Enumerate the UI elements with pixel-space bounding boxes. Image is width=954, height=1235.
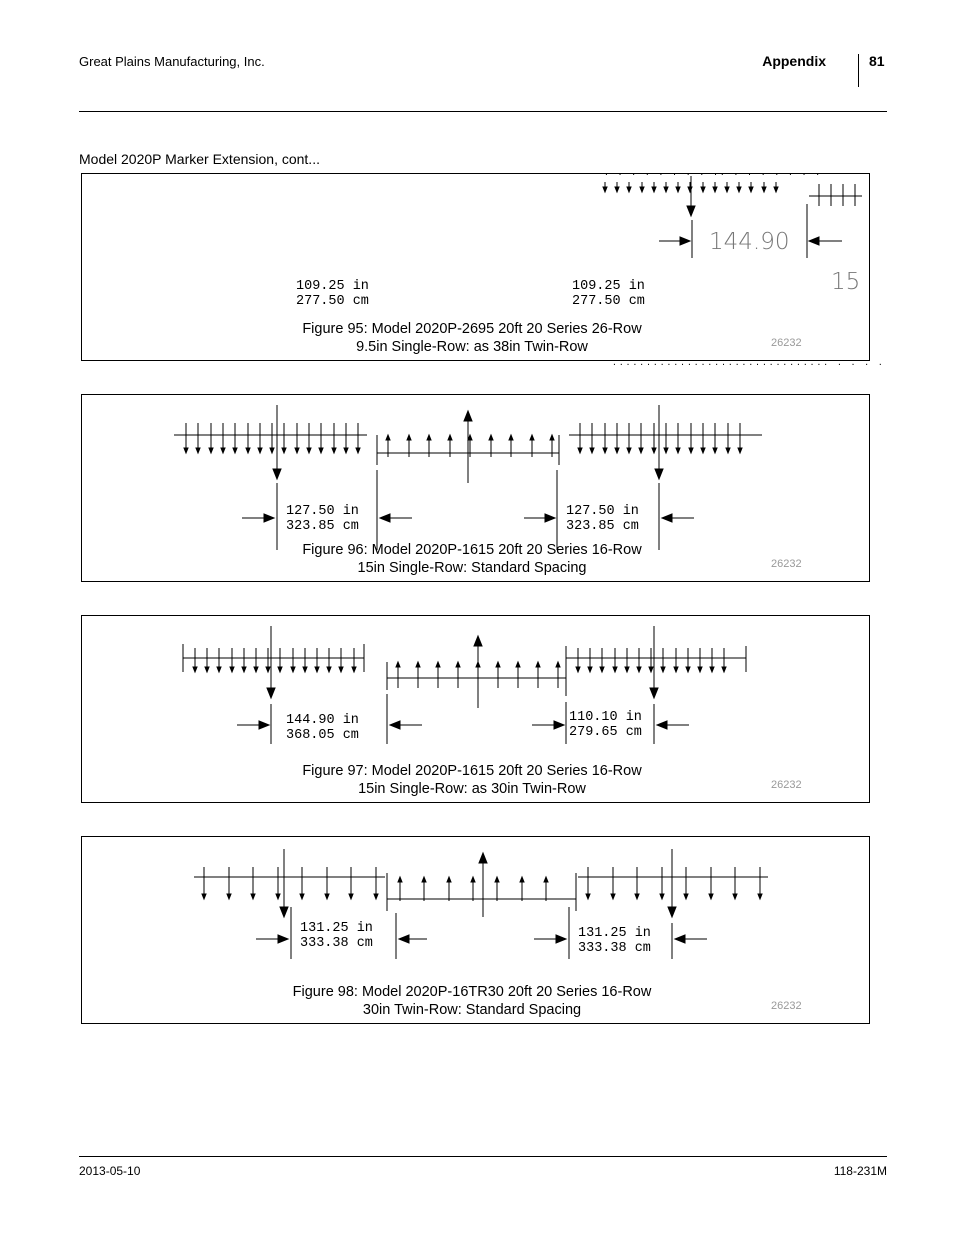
row-unit-arrow [603,448,607,453]
row-unit-arrow [586,894,590,899]
row-unit-arrow [758,894,762,899]
row-unit-arrow [221,448,225,453]
figure-98-caption [82,983,862,1019]
row-unit-arrow [722,667,726,672]
row-unit-arrow [476,662,480,667]
row-unit-arrow [710,667,714,672]
figure-97-dim-right-in: 110.10 in [569,710,642,725]
row-unit-arrow [193,667,197,672]
row-unit-arrow [509,435,513,440]
row-unit-arrow [339,667,343,672]
row-unit-arrow [676,448,680,453]
row-unit-arrow [436,662,440,667]
row-unit-arrow [407,435,411,440]
figure-95-dim-left [296,279,369,309]
figure-97-dim-left [286,713,359,743]
row-unit-arrow [556,662,560,667]
row-unit-arrow [315,667,319,672]
row-unit-arrow [649,667,653,672]
row-unit-arrow [516,662,520,667]
page-number: 81 [869,53,885,69]
row-unit-arrow [749,187,753,192]
row-unit-arrow [762,187,766,192]
row-unit-arrow [709,894,713,899]
row-unit-arrow [676,187,680,192]
figure-97-dim-left-cm: 368.05 cm [286,728,359,743]
figure-97-dim-left-in: 144.90 in [286,713,359,728]
row-unit-arrow [291,667,295,672]
row-unit-arrow [588,667,592,672]
row-unit-arrow [590,448,594,453]
row-unit-arrow [282,448,286,453]
row-unit-arrow [325,894,329,899]
row-unit-arrow [726,448,730,453]
row-unit-arrow [520,877,524,882]
row-unit-arrow [307,448,311,453]
figure-97-caption-line2: 15in Single-Row: as 30in Twin-Row [358,781,586,797]
row-unit-arrow [356,448,360,453]
row-unit-arrow [217,667,221,672]
row-unit-arrow [230,667,234,672]
row-unit-arrow [386,435,390,440]
row-unit-arrow [625,667,629,672]
figure-96-caption [82,541,862,577]
row-unit-arrow [398,877,402,882]
row-unit-arrow [233,448,237,453]
row-unit-arrow [611,894,615,899]
figure-98-dim-left-cm: 333.38 cm [300,936,373,951]
row-unit-arrow [352,667,356,672]
figure-97-dim-right-cm: 279.65 cm [569,725,642,740]
row-unit-arrow [544,877,548,882]
row-unit-arrow [276,894,280,899]
row-unit-arrow [227,894,231,899]
row-unit-arrow [627,187,631,192]
figure-98-caption-line2: 30in Twin-Row: Standard Spacing [362,1002,582,1018]
row-unit-arrow [613,667,617,672]
figure-98-dim-right-in: 131.25 in [578,926,651,941]
figure-98-dim-left-in: 131.25 in [300,921,373,936]
row-unit-arrow [615,448,619,453]
row-unit-arrow [303,667,307,672]
row-unit-arrow [184,448,188,453]
row-unit-arrow [246,448,250,453]
figure-96-dim-right-cm: 323.85 cm [566,519,639,534]
row-unit-arrow [600,667,604,672]
figure-95-id: 26232 [771,337,802,349]
row-unit-arrow [332,448,336,453]
row-unit-arrow [270,448,274,453]
footer-rule [79,1156,887,1157]
figure-95-bottom-edge-dots: ................................ . . . . [612,358,885,367]
section-name: Appendix [762,53,826,69]
figure-95-dim-left-in: 109.25 in [296,279,369,294]
figure-98-dim-right-cm: 333.38 cm [578,941,651,956]
figure-96 [81,394,870,582]
row-unit-arrow [635,894,639,899]
figure-96-caption-line2: 15in Single-Row: Standard Spacing [357,560,587,576]
row-unit-arrow [530,435,534,440]
figure-97-dim-right [569,710,642,740]
row-unit-arrow [448,435,452,440]
row-unit-arrow [254,667,258,672]
figure-95 [81,168,870,361]
row-unit-arrow [205,667,209,672]
figure-96-dim-left [286,504,359,534]
row-unit-arrow [374,894,378,899]
row-unit-arrow [615,187,619,192]
row-unit-arrow [489,435,493,440]
row-unit-arrow [701,187,705,192]
figure-96-dim-left-in: 127.50 in [286,504,359,519]
row-unit-arrow [686,667,690,672]
row-unit-arrow [495,877,499,882]
row-unit-arrow [209,448,213,453]
figure-95-dim-right [572,279,645,309]
figure-97 [81,615,870,803]
row-unit-arrow [576,667,580,672]
row-unit-arrow [242,667,246,672]
row-unit-arrow [725,187,729,192]
figure-96-caption-line1: Figure 96: Model 2020P-1615 20ft 20 Series 16-Row [302,542,642,558]
row-unit-arrow [652,448,656,453]
row-unit-arrow [698,667,702,672]
row-unit-arrow [266,667,270,672]
figure-96-dim-right-in: 127.50 in [566,504,639,519]
row-unit-arrow [627,448,631,453]
row-unit-arrow [578,448,582,453]
row-unit-arrow [701,448,705,453]
row-unit-arrow [416,662,420,667]
row-unit-arrow [550,435,554,440]
row-unit-arrow [349,894,353,899]
figure-97-caption-line1: Figure 97: Model 2020P-1615 20ft 20 Series 16-Row [302,763,642,779]
row-unit-arrow [427,435,431,440]
figure-95-overlay-dimension: 144.90 [709,229,790,255]
figure-95-dim-left-cm: 277.50 cm [296,294,369,309]
figure-95-caption-line2: 9.5in Single-Row: as 38in Twin-Row [356,339,588,355]
row-unit-arrow [733,894,737,899]
row-unit-arrow [471,877,475,882]
row-unit-arrow [684,894,688,899]
row-unit-arrow [295,448,299,453]
header-rule [79,111,887,112]
row-unit-arrow [319,448,323,453]
row-unit-arrow [713,448,717,453]
figure-95-dim-right-cm: 277.50 cm [572,294,645,309]
row-unit-arrow [640,187,644,192]
row-unit-arrow [278,667,282,672]
row-unit-arrow [258,448,262,453]
figure-98-dim-right [578,926,651,956]
company-name: Great Plains Manufacturing, Inc. [79,54,265,69]
figure-98-dim-left [300,921,373,951]
row-unit-arrow [396,662,400,667]
row-unit-arrow [652,187,656,192]
row-unit-arrow [664,448,668,453]
row-unit-arrow [344,448,348,453]
figure-96-id: 26232 [771,558,802,570]
row-unit-arrow [202,894,206,899]
figure-98-id: 26232 [771,1000,802,1012]
figure-95-caption [82,320,862,356]
row-unit-arrow [689,448,693,453]
row-unit-arrow [251,894,255,899]
figure-96-dim-right [566,504,639,534]
row-unit-arrow [456,662,460,667]
footer-doc-number: 118-231M [833,1164,887,1178]
row-unit-arrow [300,894,304,899]
row-unit-arrow [639,448,643,453]
header-divider [858,54,859,87]
row-unit-arrow [603,187,607,192]
row-unit-arrow [664,187,668,192]
figure-97-caption [82,762,862,798]
figure-95-overlay-number: 15 [831,269,861,295]
row-unit-arrow [422,877,426,882]
row-unit-arrow [713,187,717,192]
footer-date: 2013-05-10 [79,1164,141,1178]
row-unit-arrow [536,662,540,667]
figure-98-caption-line1: Figure 98: Model 2020P-16TR30 20ft 20 Series 16-Row [292,984,652,1000]
figure-98 [81,836,870,1024]
row-unit-arrow [738,448,742,453]
figure-95-top-edge-dots: . . . . . . . . .. . . . . . . . [604,168,823,177]
figure-96-dim-left-cm: 323.85 cm [286,519,359,534]
row-unit-arrow [327,667,331,672]
row-unit-arrow [774,187,778,192]
figure-97-id: 26232 [771,779,802,791]
row-unit-arrow [468,435,472,440]
row-unit-arrow [496,662,500,667]
row-unit-arrow [660,894,664,899]
row-unit-arrow [196,448,200,453]
figure-95-dim-right-in: 109.25 in [572,279,645,294]
figure-95-caption-line1: Figure 95: Model 2020P-2695 20ft 20 Series 26-Row [302,321,642,337]
row-unit-arrow [674,667,678,672]
row-unit-arrow [737,187,741,192]
section-title: Model 2020P Marker Extension, cont... [79,151,320,167]
row-unit-arrow [637,667,641,672]
row-unit-arrow [447,877,451,882]
row-unit-arrow [661,667,665,672]
